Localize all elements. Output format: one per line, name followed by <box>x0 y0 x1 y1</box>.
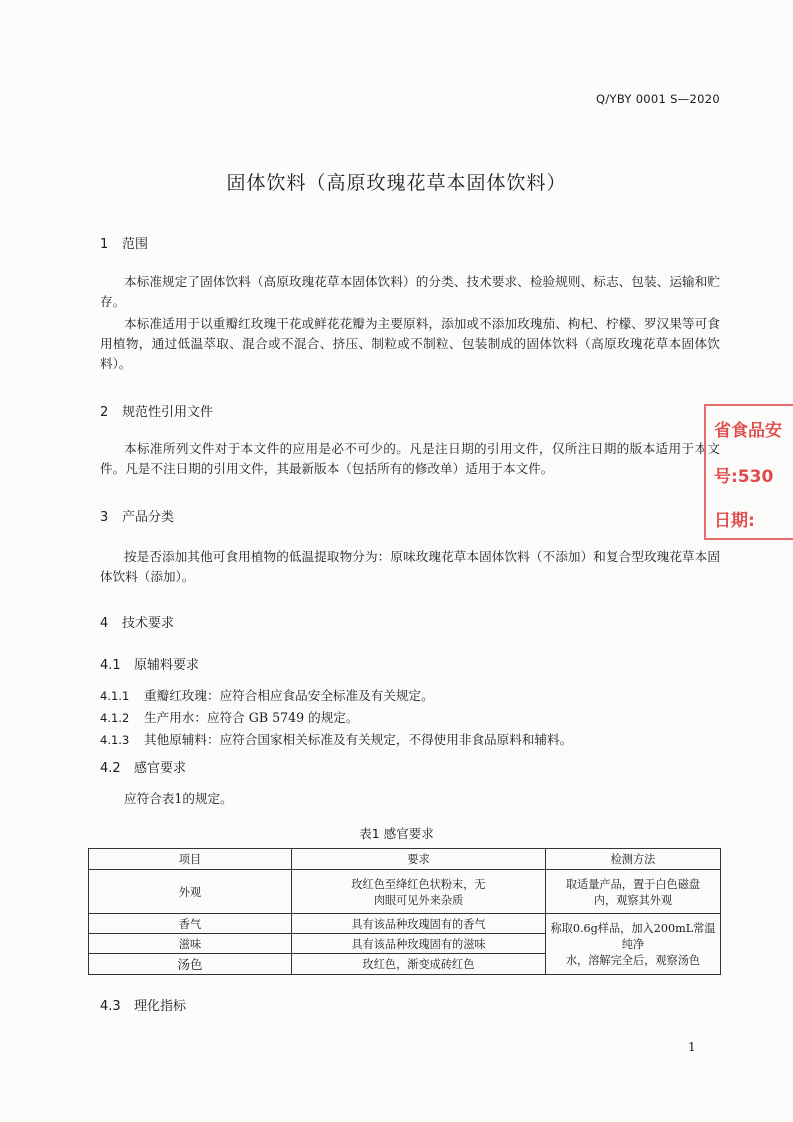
section-title: 感官要求 <box>134 761 187 776</box>
section-number: 4.2 <box>100 761 121 776</box>
section-number: 4 <box>100 616 109 631</box>
item-number: 4.1.2 <box>100 711 130 725</box>
list-item-4-1-3 <box>100 729 572 748</box>
section-2-paragraph-1: 本标准所列文件对于本文件的应用是必不可少的。凡是注日期的引用文件，仅所注日期的版本适用于本文件。凡是不注日期的引用文件，其最新版本（包括所有的修改单）适用于本文件。 <box>100 441 720 476</box>
section-title: 技术要求 <box>122 616 175 631</box>
section-3-paragraph-1: 按是否添加其他可食用植物的低温提取物分为：原味玫瑰花草本固体饮料（不添加）和复合型玫瑰花草本固体饮料（添加）。 <box>100 549 720 584</box>
section-number: 4.1 <box>100 658 121 673</box>
section-1-paragraph-2: 本标准适用于以重瓣红玫瑰干花或鲜花花瓣为主要原料，添加或不添加玫瑰茄、枸杞、柠檬、罗汉果等可食用植物，通过低温萃取、混合或不混合、挤压、制粒或不制粒、包装制成的固体饮料（高原玫瑰花草本固体饮料）。 <box>100 316 720 371</box>
stamp-line: 日期: <box>714 511 755 531</box>
section-1-paragraph-1: 本标准规定了固体饮料（高原玫瑰花草本固体饮料）的分类、技术要求、检验规则、标志、包装、运输和贮存。 <box>100 274 720 309</box>
list-item-4-1-2 <box>100 707 359 726</box>
item-number: 4.1.3 <box>100 733 130 747</box>
table-cell-requirement: 具有该品种玫瑰固有的香气 <box>292 914 546 934</box>
section-2-heading <box>100 401 213 420</box>
item-text: 重瓣红玫瑰：应符合相应食品安全标准及有关规定。 <box>144 688 434 703</box>
item-text: 生产用水：应符合 GB 5749 的规定。 <box>144 710 359 725</box>
table-header-row <box>89 849 721 870</box>
section-title: 产品分类 <box>122 510 175 525</box>
table-row <box>89 914 721 934</box>
sensory-requirements-table <box>88 848 721 975</box>
section-title: 范围 <box>122 237 149 252</box>
table-cell-item: 汤色 <box>89 954 292 975</box>
table-cell-method <box>546 870 721 914</box>
cell-line: 水，溶解完全后，观察汤色 <box>565 954 701 967</box>
table-cell-requirement: 具有该品种玫瑰固有的滋味 <box>292 934 546 954</box>
section-title: 原辅料要求 <box>134 658 200 673</box>
section-number: 2 <box>100 405 109 420</box>
section-4-heading <box>100 612 174 631</box>
cell-line: 肉眼可见外来杂质 <box>373 893 464 907</box>
table-caption: 表1 感官要求 <box>359 826 434 841</box>
table-cell-requirement <box>292 870 546 914</box>
document-title: 固体饮料（高原玫瑰花草本固体饮料） <box>226 172 567 194</box>
table-cell-method <box>546 914 721 975</box>
section-number: 1 <box>100 237 109 252</box>
section-4-2-heading <box>100 757 186 776</box>
section-4-3-heading <box>100 995 186 1014</box>
table-row <box>89 870 721 914</box>
table-header-cell: 要求 <box>292 849 546 870</box>
section-title: 理化指标 <box>134 999 187 1014</box>
table-cell-item: 香气 <box>89 914 292 934</box>
section-4-1-heading <box>100 654 199 673</box>
cell-line: 取适量产品，置于白色磁盘 <box>565 877 701 891</box>
standard-code: Q/YBY 0001 S—2020 <box>596 92 720 106</box>
section-3-heading <box>100 506 174 525</box>
item-text: 其他原辅料：应符合国家相关标准及有关规定，不得使用非食品原料和辅料。 <box>144 732 573 747</box>
table-header-cell: 检测方法 <box>546 849 721 870</box>
cell-line: 内，观察其外观 <box>593 893 673 907</box>
table-header-cell: 项目 <box>89 849 292 870</box>
section-number: 4.3 <box>100 999 121 1014</box>
section-4-2-paragraph: 应符合表1的规定。 <box>124 791 233 806</box>
stamp-line: 省食品安 <box>714 421 782 441</box>
stamp-line: 号:530 <box>714 467 774 487</box>
cell-line: 玫红色至绛红色状粉末，无 <box>351 877 486 891</box>
section-number: 3 <box>100 510 109 525</box>
section-title: 规范性引用文件 <box>122 405 214 420</box>
table-cell-item: 滋味 <box>89 934 292 954</box>
section-1-heading <box>100 233 148 252</box>
table-cell-requirement: 玫红色，渐变成砖红色 <box>292 954 546 975</box>
list-item-4-1-1 <box>100 685 434 704</box>
item-number: 4.1.1 <box>100 689 130 703</box>
page-number: 1 <box>688 1040 696 1054</box>
approval-stamp <box>704 404 793 540</box>
table-cell-item: 外观 <box>89 870 292 914</box>
cell-line: 称取0.6g样品，加入200mL常温纯净 <box>550 922 716 951</box>
